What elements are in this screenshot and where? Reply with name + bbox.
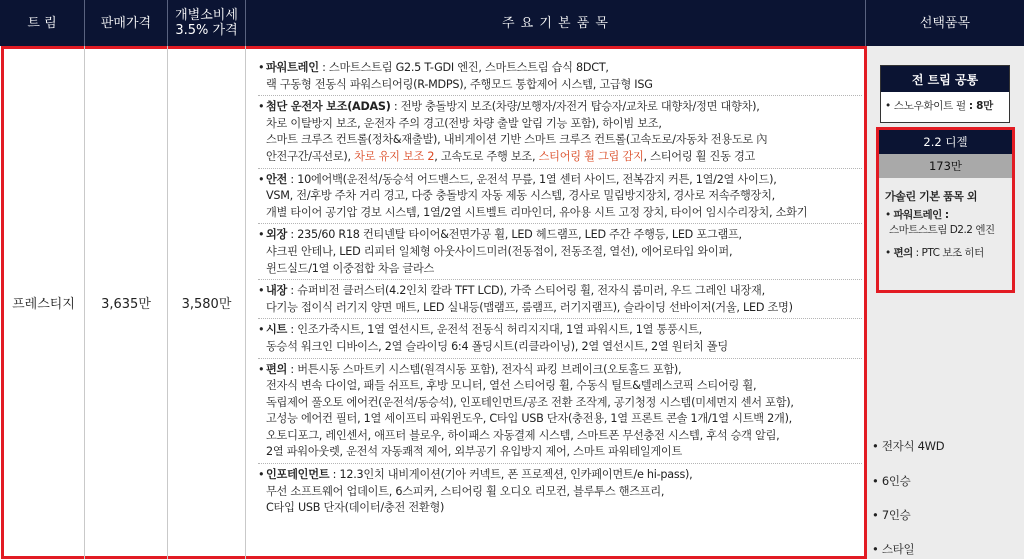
- feature-group-title: 첨단 운전자 보조(ADAS): [266, 100, 391, 114]
- feature-group-text: : 스마트스트림 G2.5 T-GDI 엔진, 스마트스트림 습식 8DCT, 랙 구동형 전동식 파워스티어링(R-MDPS), 주행모드 통합제어 시스템, 고급형 ISG: [266, 61, 653, 91]
- diesel-option-title: 2.2 디젤: [879, 130, 1012, 154]
- feature-group-text: : 슈퍼비전 클러스터(4.2인치 칼라 TFT LCD), 가죽 스티어링 휠, 전자식 룸미러, 우드 그레인 내장재, 다기능 접이식 러기지 양면 매트, LED 실내등(맵램프, 룸램프, 러기지램프), 슬라이딩 선바이저(거울, LED 조명): [266, 284, 793, 314]
- bullet: •: [258, 284, 265, 298]
- diesel-option-price: 173만: [879, 154, 1012, 178]
- tax-price-value: 3,580만: [181, 297, 232, 312]
- feature-group-powertrain: [258, 60, 862, 96]
- diesel-option-convenience-value: : PTC 보조 히터: [912, 247, 984, 259]
- highlighted-feature: 차로 유지 보조 2: [354, 149, 435, 163]
- feature-group-text: : 12.3인치 내비게이션(기아 커넥트, 폰 프로젝션, 인카페이먼트/e hi-pass), 무선 소프트웨어 업데이트, 6스피커, 스티어링 휠 오디오 리모컨, 블루투스 핸즈프리, C타입 USB 단자(데이터/충전 전환형): [266, 468, 693, 515]
- feature-group-title: 시트: [266, 323, 288, 337]
- feature-group-text: : 버튼시동 스마트키 시스템(원격시동 포함), 전자식 파킹 브레이크(오토홀드 포함), 전자식 변속 다이얼, 패들 쉬프트, 후방 모니터, 열선 스티어링 휠, 수동식 틸트&텔레스코픽 스티어링 휠, 독립제어 풀오토 에어컨(운전석/동승석), 인포테인먼트/공조 전환 조작계, 공기청정 시스템(미세먼지 센서 포함), 고성능 에어컨 필터, 1열 세이프티 파워윈도우, C타입 USB 단자(충전용, 1열 프론트 콘솔 1개/1열 시트백 2개), 오토디포그, 레인센서, 애프터 블로우, 하이패스 자동결제 시스템, 스마트폰 무선충전 시스템, 후석 승객 알림, 2열 파워아웃렛, 운전석 자동쾌적 제어, 외부공기 유입방지 제어, 스마트 파워테일게이트: [266, 362, 794, 459]
- diesel-option-convenience-label: 편의: [893, 247, 913, 259]
- feature-group-adas: [258, 99, 862, 168]
- header-tax-price-line1: 개별소비세: [175, 8, 238, 23]
- feature-group-title: 안전: [266, 172, 288, 186]
- feature-group-text: : 235/60 R18 컨티넨탈 타이어&전면가공 휠, LED 헤드램프, LED 주간 주행등, LED 포그램프, 샤크핀 안테나, LED 리피터 일체형 아웃사이드미러(전동접이, 전동조절, 열선), 에어로타입 와이퍼, 윈드실드/1열 이중접합 차음 글라스: [266, 228, 742, 275]
- feature-group-text: , 고속도로 주행 보조,: [434, 149, 539, 163]
- bullet: •: [258, 172, 265, 186]
- common-option-item: • 스노우화이트 펄: [885, 100, 966, 112]
- bullet: •: [258, 323, 265, 337]
- header-main-items: 주 요 기 본 품 목: [501, 15, 609, 31]
- diesel-option-subtitle: 가솔린 기본 품목 외: [885, 190, 978, 203]
- header-trim: 트 림: [27, 15, 57, 31]
- bullet: •: [258, 468, 265, 482]
- feature-group-interior: [258, 283, 862, 319]
- feature-group-seats: [258, 322, 862, 358]
- diesel-option-powertrain: • 파워트레인 : 스마트스트림 D2.2 엔진: [885, 209, 995, 236]
- trim-name: 프레스티지: [12, 297, 75, 312]
- bullet: •: [258, 362, 265, 376]
- header-options: 선택품목: [919, 15, 971, 31]
- feature-group-text: : 10에어백(운전석/동승석 어드밴스드, 운전석 무릎, 1열 센터 사이드, 전복감지 커튼, 1열/2열 사이드), VSM, 전/후방 주차 거리 경고, 다중 충돌방지 자동 제동 시스템, 경사로 밀림방지장치, 경사로 저속주행장치, 개별 타이어 공기압 경보 시스템, 1열/2열 시트벨트 리마인더, 유아용 시트 고정 장치, 타이어 임시수리장치, 소화기: [266, 172, 808, 219]
- diesel-option-powertrain-value: 스마트스트림 D2.2 엔진: [889, 224, 995, 236]
- highlighted-feature: 스티어링 휠 그립 감지: [538, 149, 644, 163]
- feature-group-infotainment: [258, 467, 862, 519]
- diesel-option-convenience: • 편의 : PTC 보조 히터: [885, 247, 984, 259]
- option-item: • 7인승: [872, 508, 911, 522]
- feature-group-text: , 스티어링 휠 진동 경고: [643, 149, 756, 163]
- feature-group-title: 외장: [266, 228, 288, 242]
- common-option-price: : 8만: [968, 100, 994, 112]
- feature-group-text: : 전방 충돌방지 보조(차량/보행자/자전거 탑승자/교차로 대향차/정면 대향차), 차로 이탈방지 보조, 운전자 주의 경고(전방 차량 출발 알림 기능 포함), 하이빔 보조, 스마트 크루즈 컨트롤(정차&재출발), 내비게이션 기반 스마트 크루즈 컨트롤(고속도로/자동차 전용도로 內 안전구간/곡선로),: [266, 100, 768, 163]
- feature-group-title: 파워트레인: [266, 61, 319, 74]
- diesel-option-powertrain-label: 파워트레인: [893, 209, 942, 221]
- main-items-list: [258, 60, 862, 522]
- common-option-box: [880, 65, 1010, 123]
- common-option-row: [881, 92, 1009, 113]
- feature-group-title: 내장: [266, 284, 288, 298]
- column-divider: [245, 46, 246, 559]
- option-item: • 스타일: [872, 542, 915, 556]
- bullet: •: [258, 100, 265, 114]
- feature-group-exterior: [258, 227, 862, 280]
- common-option-title: 전 트림 공통: [881, 66, 1009, 92]
- bullet: •: [258, 228, 265, 242]
- option-item: • 전자식 4WD: [872, 439, 945, 453]
- feature-group-safety: [258, 172, 862, 225]
- option-item: • 6인승: [872, 474, 911, 488]
- feature-group-title: 인포테인먼트: [266, 468, 330, 482]
- feature-group-title: 편의: [266, 362, 288, 376]
- price-value: 3,635만: [101, 297, 151, 312]
- header-price: 판매가격: [100, 15, 152, 31]
- bullet: •: [258, 61, 265, 74]
- feature-group-text: : 인조가죽시트, 1열 열선시트, 운전석 전동식 허리지지대, 1열 파워시트, 1열 통풍시트, 동승석 워크인 디바이스, 2열 슬라이딩 6:4 폴딩시트(리클라이닝), 2열 열선시트, 2열 원터치 폴딩: [266, 323, 728, 353]
- header-tax-price: [168, 0, 245, 46]
- feature-group-convenience: [258, 362, 862, 465]
- diesel-option-box: [876, 127, 1015, 293]
- header-tax-price-line2: 3.5% 가격: [175, 23, 238, 38]
